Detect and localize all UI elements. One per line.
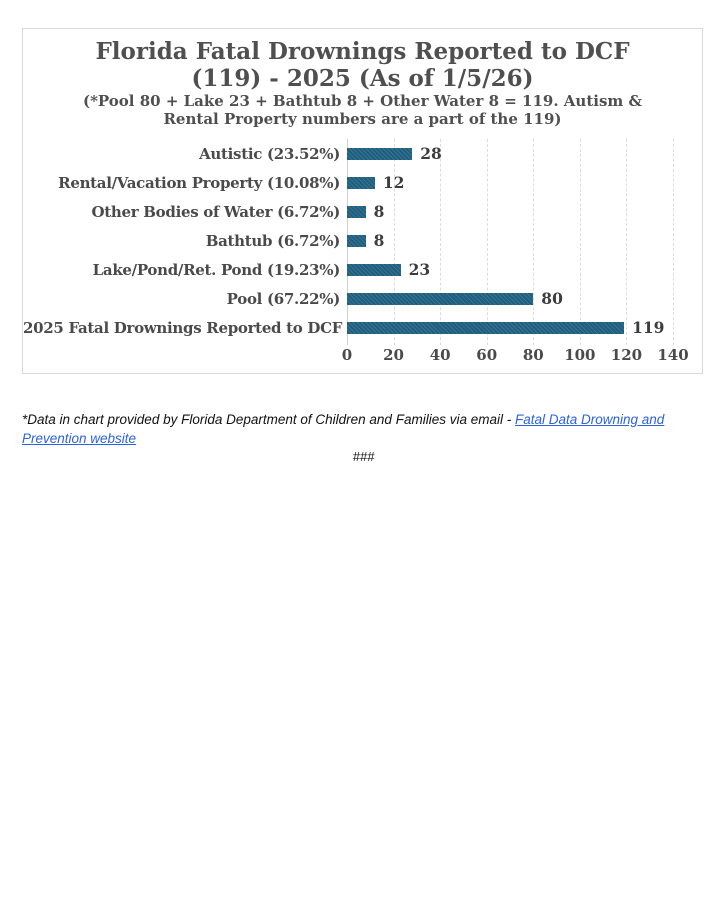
drowning-chart-figure [22, 28, 703, 374]
bar-row [23, 226, 702, 255]
bar-value-label: 28 [420, 144, 442, 163]
category-label: Other Bodies of Water (6.72%) [91, 202, 340, 221]
chart-title-line2: (119) - 2025 (As of 1/5/26) [191, 65, 534, 92]
chart-plot-area [23, 139, 702, 362]
bar [347, 293, 533, 305]
category-label: 2025 Fatal Drownings Reported to DCF [23, 318, 343, 337]
chart-subtitle-line2: Rental Property numbers are a part of the 119) [163, 110, 562, 128]
bar-row [23, 139, 702, 168]
bar-value-label: 12 [382, 173, 405, 192]
category-label: Pool (67.22%) [226, 289, 340, 308]
bar-value-label: 119 [632, 318, 665, 337]
bar-row [23, 284, 702, 313]
x-axis-tick-label: 40 [429, 346, 451, 364]
bar-row [23, 255, 702, 284]
category-label: Autistic (23.52%) [199, 144, 340, 163]
bar-row [23, 197, 702, 226]
bar-cell [347, 284, 702, 313]
bar-cell [347, 197, 702, 226]
category-label: Lake/Pond/Ret. Pond (19.23%) [92, 260, 340, 279]
x-axis-tick-label: 20 [383, 346, 404, 364]
x-axis-tick-label: 100 [564, 346, 596, 364]
bar-cell [347, 168, 702, 197]
plot-rows [23, 139, 702, 342]
end-mark: ### [352, 449, 375, 464]
prevention-website-link[interactable]: Fatal Data Drowning and Prevention website [22, 411, 665, 446]
bar-value-label: 8 [373, 231, 385, 250]
bar-cell [347, 313, 702, 342]
data-source-footnote [22, 410, 706, 449]
bar-value-label: 8 [373, 202, 385, 221]
bar-row [23, 313, 702, 342]
bar-cell [347, 139, 702, 168]
x-axis-tick-label: 120 [610, 346, 643, 364]
bar [347, 322, 624, 334]
category-label: Rental/Vacation Property (10.08%) [58, 173, 340, 192]
bar [347, 206, 366, 218]
x-axis [23, 344, 702, 364]
bar-cell [347, 226, 702, 255]
chart-title-line1: Florida Fatal Drownings Reported to DCF [95, 38, 630, 65]
x-axis-tick-label: 80 [522, 346, 544, 364]
footnote-text: *Data in chart provided by Florida Department of Children and Families via email - [22, 411, 515, 427]
bar-value-label: 80 [541, 289, 563, 308]
bar-row [23, 168, 702, 197]
bar [347, 177, 375, 189]
bar [347, 264, 401, 276]
chart-subtitle-line1: (*Pool 80 + Lake 23 + Bathtub 8 + Other Water 8 = 119. Autism & [82, 92, 643, 110]
x-axis-tick-label: 60 [476, 346, 498, 364]
bar-cell [347, 255, 702, 284]
bar [347, 235, 366, 247]
category-label: Bathtub (6.72%) [205, 231, 340, 250]
bar-value-label: 23 [408, 260, 431, 279]
x-axis-tick-label: 0 [341, 346, 353, 364]
x-axis-tick-label: 140 [657, 346, 689, 364]
bar [347, 148, 412, 160]
